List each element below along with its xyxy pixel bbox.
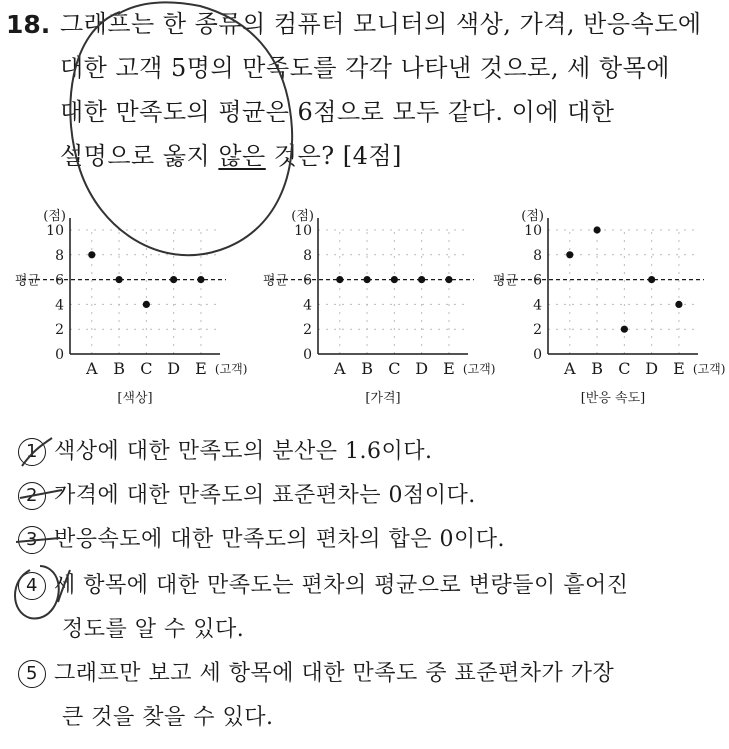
question-line-1: 그래프는 한 종류의 컴퓨터 모니터의 색상, 가격, 반응속도에: [60, 10, 702, 38]
data-point-e: [445, 276, 452, 283]
y-tick-label: 2: [55, 322, 64, 339]
data-point-a: [566, 251, 573, 258]
chart-speed: [486, 196, 726, 416]
y-tick-label: 10: [46, 223, 64, 239]
option-4-number: 4: [18, 572, 46, 600]
chart-price: [256, 196, 496, 416]
data-point-b: [363, 276, 370, 283]
x-tick-label-c: C: [388, 359, 401, 378]
data-point-d: [648, 276, 655, 283]
x-tick-label-c: C: [140, 359, 153, 378]
question-number: 18.: [6, 10, 51, 39]
y-tick-label: 8: [303, 247, 312, 264]
option-5-continued: 큰 것을 찾을 수 있다.: [62, 705, 274, 730]
option-4[interactable]: [18, 572, 629, 600]
option-4-text: 세 항목에 대한 만족도는 편차의 평균으로 변량들이 흩어진: [54, 573, 629, 598]
y-tick-label: 6: [533, 272, 542, 289]
y-axis-label: (점): [291, 209, 314, 224]
y-tick-label: 8: [55, 247, 64, 264]
y-axis-label: (점): [521, 209, 544, 224]
data-point-d: [418, 276, 425, 283]
option-5-number: 5: [18, 660, 46, 688]
data-point-b: [115, 276, 122, 283]
x-tick-label-e: E: [673, 359, 685, 378]
mean-label: 평균: [262, 273, 288, 289]
x-tick-label-b: B: [591, 359, 603, 378]
mean-label: 평균: [14, 273, 40, 289]
option-2-number: 2: [18, 482, 46, 510]
chart-price-svg: [256, 196, 496, 416]
x-axis-label: (고객): [462, 362, 496, 376]
x-tick-label-a: A: [564, 359, 576, 378]
x-tick-label-d: D: [415, 359, 429, 378]
question-line-4-before: 설명으로 옳지: [60, 142, 219, 170]
mean-label: 평균: [492, 273, 518, 289]
y-tick-label: 10: [524, 223, 542, 239]
chart-title: [반응 속도]: [580, 391, 646, 406]
x-tick-label-b: B: [361, 359, 373, 378]
x-axis-label: (고객): [692, 362, 726, 376]
option-2-text: 가격에 대한 만족도의 표준편차는 0점이다.: [54, 483, 476, 508]
x-tick-label-e: E: [195, 359, 207, 378]
x-tick-label-d: D: [645, 359, 659, 378]
y-tick-label: 8: [533, 247, 542, 264]
option-1-number: 1: [18, 438, 46, 466]
data-point-c: [621, 326, 628, 333]
x-tick-label-a: A: [334, 359, 346, 378]
question-line-4: [60, 142, 402, 170]
x-tick-label-b: B: [113, 359, 125, 378]
option-3-number: 3: [18, 526, 46, 554]
data-point-d: [170, 276, 177, 283]
y-tick-label: 2: [533, 322, 542, 339]
option-4-continued: 정도를 알 수 있다.: [62, 617, 245, 642]
y-tick-label: 4: [303, 297, 312, 314]
question-line-3: 대한 만족도의 평균은 6점으로 모두 같다. 이에 대한: [60, 98, 615, 126]
y-tick-label: 0: [303, 347, 312, 363]
option-2[interactable]: [18, 482, 476, 510]
x-tick-label-e: E: [443, 359, 455, 378]
data-point-c: [143, 301, 150, 308]
option-5-text: 그래프만 보고 세 항목에 대한 만족도 중 표준편차가 가장: [54, 661, 615, 686]
x-tick-label-a: A: [86, 359, 98, 378]
y-tick-label: 2: [303, 322, 312, 339]
data-point-e: [197, 276, 204, 283]
question-emphasis: 않은: [218, 142, 266, 170]
data-point-a: [88, 251, 95, 258]
option-5[interactable]: [18, 660, 614, 688]
option-1[interactable]: [18, 438, 432, 466]
option-1-text: 색상에 대한 만족도의 분산은 1.6이다.: [54, 439, 433, 464]
x-tick-label-d: D: [167, 359, 181, 378]
question-line-2: 대한 고객 5명의 만족도를 각각 나타낸 것으로, 세 항목에: [60, 54, 670, 82]
question-line-4-after: 것은? [4점]: [265, 142, 402, 170]
data-point-c: [391, 276, 398, 283]
x-axis-label: (고객): [214, 362, 248, 376]
chart-color: [8, 196, 248, 416]
data-point-b: [593, 226, 600, 233]
data-point-e: [675, 301, 682, 308]
chart-title: [색상]: [117, 391, 153, 406]
data-point-a: [336, 276, 343, 283]
y-axis-label: (점): [43, 209, 66, 224]
option-3-text: 반응속도에 대한 만족도의 편차의 합은 0이다.: [54, 527, 505, 552]
x-tick-label-c: C: [618, 359, 631, 378]
y-tick-label: 4: [55, 297, 64, 314]
chart-speed-svg: [486, 196, 726, 416]
y-tick-label: 6: [303, 272, 312, 289]
y-tick-label: 6: [55, 272, 64, 289]
y-tick-label: 0: [55, 347, 64, 363]
y-tick-label: 4: [533, 297, 542, 314]
chart-title: [가격]: [365, 391, 401, 406]
y-tick-label: 10: [294, 223, 312, 239]
chart-color-svg: [8, 196, 248, 416]
option-3[interactable]: [18, 526, 505, 554]
y-tick-label: 0: [533, 347, 542, 363]
